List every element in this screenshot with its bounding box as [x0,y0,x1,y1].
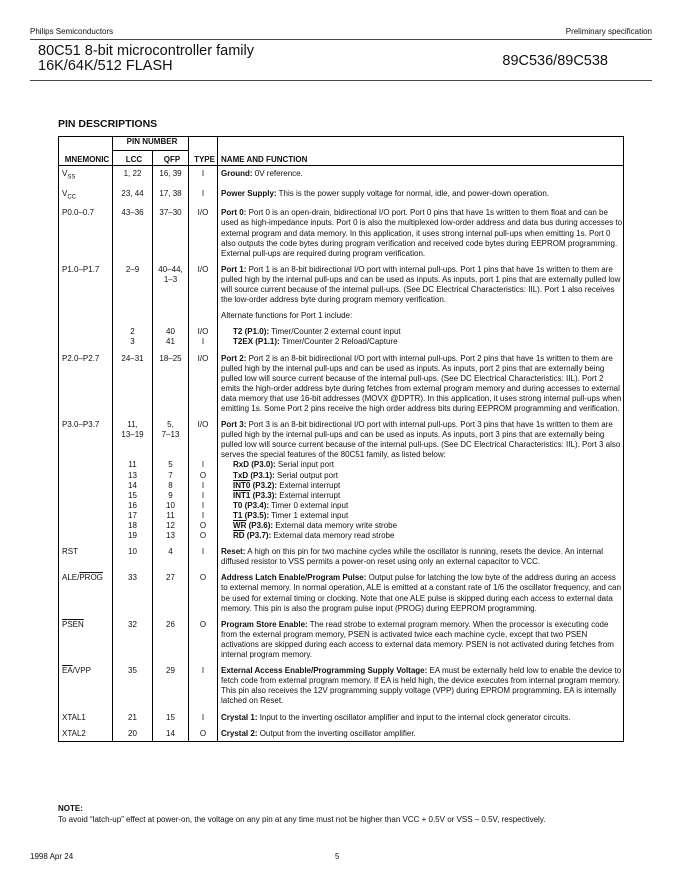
footer-date: 1998 Apr 24 [30,852,74,861]
table-row-p3-5: 17 11 I T1 (P3.5): Timer 1 external input [59,511,624,521]
table-row-p3-7: 19 13 O $\overline{RD}$ (P3.7): External data memory read strobe [59,531,624,541]
table-row-vcc: $V_{CC}$ 23, 44 17, 38 I Power Supply: This is the power supply voltage for normal, idle, and power-down operation. [59,189,624,203]
note-text: To avoid “latch-up” effect at power-on, the voltage on any pin at any time must not be higher than VCC + 0.5V or VSS – 0.5V, respectively. [58,815,546,824]
spec-status: Preliminary specification [565,27,652,36]
document-title [38,44,254,74]
pin-description-table [58,136,624,742]
header-rule-bottom [30,80,652,81]
table-row-vss: $V_{SS}$ 1, 22 16, 39 I Ground: 0V reference. [59,166,624,183]
col-name-function: NAME AND FUNCTION [218,150,624,166]
table-row-psen: PSEN 32 26 O Program Store Enable: The read strobe to external program memory. When the processor is executing code from the external program memory, PSEN is activated twice each machine cycle, except that two PSEN activations are skipped during each access to external data memory. PSEN is not activated during fetches from internal program memory. [59,620,624,660]
table-row-t2ex: 3 41 I T2EX (P1.1): Timer/Counter 2 Reload/Capture [59,337,624,347]
table-row-rst: RST 10 4 I Reset: A high on this pin for two machine cycles while the oscillator is running, resets the device. An internal diffused resistor to VSS permits a power-on reset using only an external capacitor to VCC. [59,547,624,567]
part-number: 89C536/89C538 [502,53,608,69]
col-lcc: LCC [113,150,153,166]
table-row-ea: $\overline{EA}$/VPP 35 29 I External Access Enable/Programming Supply Voltage: EA must be externally held low to enable the device to fetch code from external program memory. If EA is held high, the device executes from internal program memory. This pin also receives the 12V programming supply voltage (VPP) during EPROM programming. EA is internally latched on Reset. [59,666,624,706]
section-title: PIN DESCRIPTIONS [58,118,158,130]
table-row-p3-0: 11 5 I RxD (P3.0): Serial input port [59,460,624,470]
table-row-port2: P2.0–P2.7 24–31 18–25 I/O Port 2: Port 2 is an 8-bit bidirectional I/O port with internal pull-ups. Port 2 pins that have 1s written to them are pulled high by the internal pull-ups and can be used as inputs. As inputs, port 2 pins that are externally being pulled low will source current because of the internal pull-ups. (See DC Electrical Characteristics: IIL). Port 2 emits the high-order address byte during fetches from external program memory and during accesses to external data memory that use 16-bit addresses (MOVX @DPTR). In this application, it uses strong internal pull-ups when emitting 1s. Some Port 2 pins receive the high order address bits during EEPROM programming and verification. [59,354,624,415]
table-row-xtal1: XTAL1 21 15 I Crystal 1: Input to the inverting oscillator amplifier and input to the internal clock generator circuits. [59,713,624,723]
table-row-port0: P0.0–0.7 43–36 37–30 I/O Port 0: Port 0 is an open-drain, bidirectional I/O port. Port 0 pins that have 1s written to them float and can be used as high-impedance inputs. Port 0 is also the multiplexed low-order address and data bus during accesses to external program and data memory. In this application, it uses strong internal pull-ups when emitting 1s. Port 0 also outputs the code bytes during program verification and received code bytes during EEPROM programming. External pull-ups are required during program verification. [59,208,624,258]
title-line-2: 16K/64K/512 FLASH [38,58,173,74]
company-name: Philips Semiconductors [30,27,114,36]
note-label: NOTE: [58,804,83,813]
table-note [58,803,545,825]
pin-number-header: PIN NUMBER [113,137,189,151]
table-row-port3: P3.0–P3.7 11, 13–19 5, 7–13 I/O Port 3: Port 3 is an 8-bit bidirectional I/O port with internal pull-ups. Port 3 pins that have 1s written to them are pulled high by the internal pull-ups and can be used as inputs. As inputs, port 3 pins that are externally being pulled low will source current because of the internal pull-ups. (See DC Electrical Characteristics: IIL). Port 3 also serves the special features of the 80C51 family, as listed below: [59,420,624,460]
title-line-1: 80C51 8-bit microcontroller family [38,43,254,59]
header-rule-top [30,39,652,40]
table-row-p3-4: 16 10 I T0 (P3.4): Timer 0 external input [59,501,624,511]
table-row-xtal2: XTAL2 20 14 O Crystal 2: Output from the inverting oscillator amplifier. [59,729,624,742]
table-row-p3-3: 15 9 I INT1 (P3.3): External interrupt [59,491,624,501]
table-row-port1-alt-intro: Alternate functions for Port 1 include: [59,311,624,321]
table-row-ale: ALE/PROG 33 27 O Address Latch Enable/Program Pulse: Output pulse for latching the low byte of the address during an access to external memory. In normal operation, ALE is emitted at a constant rate of 1/6 the oscillator frequency, and can be used for external timing or clocking. Note that one ALE pulse is skipped during each access to external data memory. This pin is also the program pulse input (PROG) during EEPROM programming. [59,573,624,613]
table-row-port1: P1.0–P1.7 2–9 40–44, 1–3 I/O Port 1: Port 1 is an 8-bit bidirectional I/O port with internal pull-ups. Port 1 pins that have 1s written to them are pulled high by the internal pull-ups and can be used as inputs. As inputs, port 1 pins that are externally pulled low will source current because of the internal pull-ups. (See DC Electrical Characteristics: IIL). Port 1 also receives the low-order address byte during program memory verification. [59,265,624,305]
table-row-t2: 2 40 I/O T2 (P1.0): Timer/Counter 2 external count input [59,327,624,337]
table-row-p3-6: 18 12 O $\overline{WR}$ (P3.6): External data memory write strobe [59,521,624,531]
col-qfp: QFP [153,150,189,166]
table-row-p3-2: 14 8 I INT0 (P3.2): External interrupt [59,481,624,491]
col-type: TYPE [189,150,218,166]
table-row-p3-1: 13 7 O TxD (P3.1): Serial output port [59,471,624,481]
page-number: 5 [335,852,340,861]
col-mnemonic: MNEMONIC [59,150,113,166]
